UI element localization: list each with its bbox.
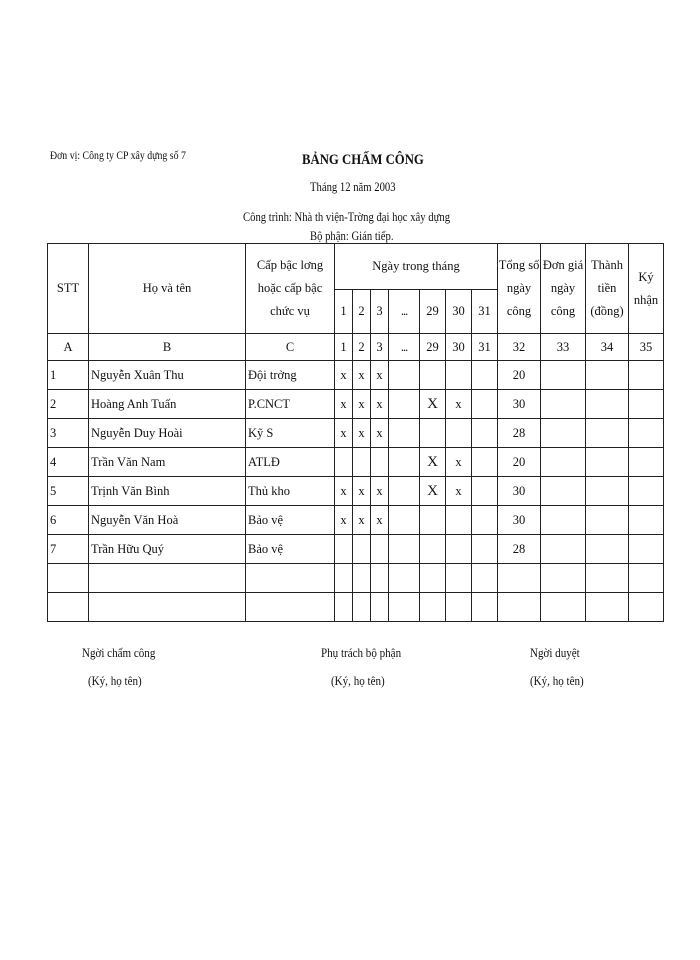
row-sign — [629, 535, 664, 564]
header-total-days: Tổng số ngày công — [498, 244, 541, 334]
row-day-dots — [389, 419, 420, 448]
row-day-1 — [335, 448, 353, 477]
code-cell: C — [246, 334, 335, 361]
row-day-2: x — [353, 361, 371, 390]
row-day-30 — [446, 535, 472, 564]
unit-label: Đơn vị: Công ty CP xây dựng số 7 — [50, 148, 186, 162]
row-amount — [586, 535, 629, 564]
row-unit-price — [541, 506, 586, 535]
month-label: Tháng 12 năm 2003 — [310, 179, 396, 194]
row-sign — [629, 419, 664, 448]
row-day-29 — [420, 535, 446, 564]
row-total: 28 — [498, 535, 541, 564]
row-day-2: x — [353, 390, 371, 419]
row-day-31 — [472, 361, 498, 390]
row-amount — [586, 448, 629, 477]
row-unit-price — [541, 361, 586, 390]
row-stt: 1 — [48, 361, 89, 390]
row-sign — [629, 448, 664, 477]
row-unit-price — [541, 390, 586, 419]
header-day: 1 — [335, 290, 353, 334]
row-stt: 2 — [48, 390, 89, 419]
row-day-30 — [446, 361, 472, 390]
row-grade: Thủ kho — [246, 477, 335, 506]
blank-row — [48, 564, 664, 593]
row-day-31 — [472, 477, 498, 506]
row-day-1: x — [335, 361, 353, 390]
department-label: Bộ phận: Gián tiếp. — [310, 228, 394, 243]
row-day-3 — [371, 448, 389, 477]
row-total: 30 — [498, 477, 541, 506]
header-row — [48, 244, 664, 290]
row-amount — [586, 506, 629, 535]
row-day-31 — [472, 448, 498, 477]
row-day-30 — [446, 506, 472, 535]
row-grade: Bảo vệ — [246, 535, 335, 564]
row-day-dots — [389, 535, 420, 564]
header-stt: STT — [48, 244, 89, 334]
header-days-group: Ngày trong tháng — [335, 244, 498, 290]
row-day-1: x — [335, 419, 353, 448]
code-cell: 33 — [541, 334, 586, 361]
row-day-2 — [353, 535, 371, 564]
header-sign: Ký nhận — [629, 244, 664, 334]
row-day-3: x — [371, 361, 389, 390]
row-stt: 3 — [48, 419, 89, 448]
row-name: Nguyễn Xuân Thu — [89, 361, 246, 390]
row-unit-price — [541, 448, 586, 477]
row-unit-price — [541, 477, 586, 506]
row-day-dots — [389, 477, 420, 506]
timekeeper-label: Ngời chấm công — [82, 645, 156, 660]
row-stt: 7 — [48, 535, 89, 564]
row-sign — [629, 506, 664, 535]
project-label: Công trình: Nhà th viện-Trờng đại học xây dựng — [243, 209, 451, 224]
row-sign — [629, 477, 664, 506]
table-row — [48, 506, 664, 535]
row-day-31 — [472, 506, 498, 535]
row-day-3: x — [371, 477, 389, 506]
row-day-1: x — [335, 506, 353, 535]
row-sign — [629, 361, 664, 390]
row-unit-price — [541, 535, 586, 564]
row-sign — [629, 390, 664, 419]
row-day-30: x — [446, 477, 472, 506]
row-day-dots — [389, 361, 420, 390]
row-day-29: X — [420, 477, 446, 506]
header-day: 3 — [371, 290, 389, 334]
row-day-30 — [446, 419, 472, 448]
table-row — [48, 361, 664, 390]
code-cell: ... — [389, 334, 420, 361]
code-cell: 2 — [353, 334, 371, 361]
header-day: ... — [389, 290, 420, 334]
row-amount — [586, 419, 629, 448]
row-day-3: x — [371, 506, 389, 535]
code-cell: 34 — [586, 334, 629, 361]
row-grade: P.CNCT — [246, 390, 335, 419]
row-day-29: X — [420, 448, 446, 477]
header-day: 30 — [446, 290, 472, 334]
row-day-dots — [389, 390, 420, 419]
table-row — [48, 477, 664, 506]
table-row — [48, 390, 664, 419]
row-day-29 — [420, 419, 446, 448]
row-day-2: x — [353, 506, 371, 535]
row-day-dots — [389, 506, 420, 535]
code-cell: A — [48, 334, 89, 361]
row-name: Trịnh Văn Bình — [89, 477, 246, 506]
table-row — [48, 448, 664, 477]
blank-row — [48, 593, 664, 622]
row-name: Trần Văn Nam — [89, 448, 246, 477]
header-day: 29 — [420, 290, 446, 334]
header-unit-price: Đơn giá ngày công — [541, 244, 586, 334]
row-day-2: x — [353, 419, 371, 448]
row-name: Nguyễn Duy Hoài — [89, 419, 246, 448]
header-day: 31 — [472, 290, 498, 334]
row-day-30: x — [446, 448, 472, 477]
header-day: 2 — [353, 290, 371, 334]
row-day-dots — [389, 448, 420, 477]
row-stt: 4 — [48, 448, 89, 477]
timekeeper-note: (Ký, họ tên) — [88, 673, 142, 688]
row-name: Trần Hữu Quý — [89, 535, 246, 564]
row-grade: Kỹ S — [246, 419, 335, 448]
row-day-3 — [371, 535, 389, 564]
row-amount — [586, 390, 629, 419]
row-day-1: x — [335, 390, 353, 419]
row-day-29 — [420, 361, 446, 390]
row-stt: 5 — [48, 477, 89, 506]
row-total: 30 — [498, 390, 541, 419]
row-day-30: x — [446, 390, 472, 419]
row-name: Nguyễn Văn Hoà — [89, 506, 246, 535]
row-day-29 — [420, 506, 446, 535]
code-cell: 30 — [446, 334, 472, 361]
row-total: 20 — [498, 361, 541, 390]
header-name: Họ và tên — [89, 244, 246, 334]
code-cell: 1 — [335, 334, 353, 361]
code-cell: 35 — [629, 334, 664, 361]
dept-head-label: Phụ trách bộ phận — [321, 645, 402, 660]
timesheet-table — [47, 243, 664, 622]
row-day-31 — [472, 390, 498, 419]
row-name: Hoàng Anh Tuấn — [89, 390, 246, 419]
approver-note: (Ký, họ tên) — [530, 673, 584, 688]
row-day-3: x — [371, 419, 389, 448]
row-grade: Đội trởng — [246, 361, 335, 390]
header-grade: Cấp bậc lơng hoặc cấp bậc chức vụ — [246, 244, 335, 334]
code-cell: 31 — [472, 334, 498, 361]
row-grade: Bảo vệ — [246, 506, 335, 535]
header-amount: Thành tiền (đồng) — [586, 244, 629, 334]
approver-label: Ngời duyệt — [530, 645, 580, 660]
row-day-2 — [353, 448, 371, 477]
table-row — [48, 535, 664, 564]
code-cell: 29 — [420, 334, 446, 361]
row-total: 30 — [498, 506, 541, 535]
row-day-31 — [472, 419, 498, 448]
row-total: 28 — [498, 419, 541, 448]
row-amount — [586, 477, 629, 506]
code-cell: B — [89, 334, 246, 361]
row-total: 20 — [498, 448, 541, 477]
row-day-1: x — [335, 477, 353, 506]
code-cell: 32 — [498, 334, 541, 361]
page-title: BẢNG CHẤM CÔNG — [302, 152, 424, 168]
row-grade: ATLĐ — [246, 448, 335, 477]
row-day-31 — [472, 535, 498, 564]
table-row — [48, 419, 664, 448]
code-row — [48, 334, 664, 361]
dept-head-note: (Ký, họ tên) — [331, 673, 385, 688]
code-cell: 3 — [371, 334, 389, 361]
row-day-1 — [335, 535, 353, 564]
row-day-29: X — [420, 390, 446, 419]
row-stt: 6 — [48, 506, 89, 535]
row-unit-price — [541, 419, 586, 448]
row-day-2: x — [353, 477, 371, 506]
row-day-3: x — [371, 390, 389, 419]
row-amount — [586, 361, 629, 390]
